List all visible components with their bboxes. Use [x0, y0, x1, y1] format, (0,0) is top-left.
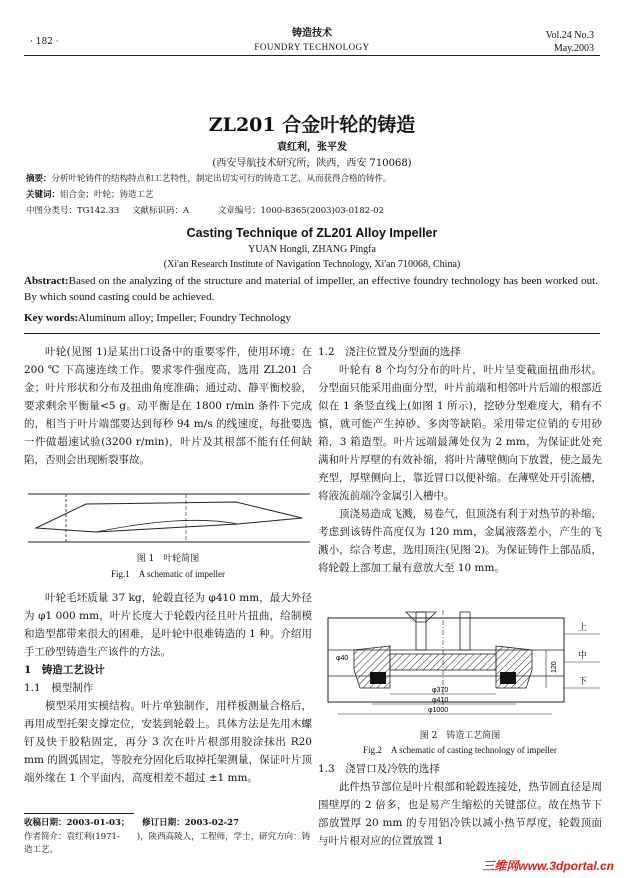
section-1-1-heading: 1.1 模型制作 — [24, 682, 94, 694]
section-1-3-heading: 1.3 浇冒口及冷铁的选择 — [318, 763, 440, 775]
issue-date: May.2003 — [553, 43, 594, 54]
figure-2-caption-en: Fig.2 A schematic of casting technology of impeller — [363, 745, 557, 755]
label-d1000: φ1000 — [428, 707, 449, 714]
keywords-en — [24, 310, 291, 326]
figure-1-caption-cn: 图 1 叶轮简图 — [136, 554, 200, 564]
label-d410: φ410 — [432, 697, 449, 704]
figure-2-caption-cn: 图 2 铸造工艺简图 — [419, 731, 501, 741]
model-paragraph: 模型采用实模结构。叶片单独制作，用样板测量合格后，再用成型托架支撑定位，安装到轮毂上。具体方法是先用木螺钉及快干胶粘固定，再分 3 次在叶片根部用胶涂抹出 R20 mm 的圆弧固定，等胶充分固化后取掉托架测量，保证叶片顶端外缘在 1 个平面内，高度相差不超过 ±1 mm。 — [24, 700, 312, 784]
parting-paragraph: 叶轮有 8 个均匀分布的叶片，叶片呈变截面扭曲形状。分型面只能采用曲面分型，叶片前端和相邻叶片后端的根部近似在 1 条竖直线上(如图 1 所示)，挖砂分型难度大，稍有不慎，就可能产生掉砂、多肉等缺陷。采用带定位销的专用砂箱，3 箱造型。叶片远端最薄处仅为 2 mm，为保证此处充满和叶片厚壁的有效补缩，将叶片薄壁侧向下放置，使之最先充型，厚壁侧向上，靠近冒口以便补缩。在薄壁处开引流槽，将液流前端冷金属引入槽中。 — [318, 364, 602, 502]
figure-2-casting-schematic — [320, 610, 604, 728]
label-h120: 120 — [551, 661, 558, 673]
article-number: 文章编号：1000-8365(2003)03-0182-02 — [218, 206, 384, 216]
paper-title-en: Casting Technique of ZL201 Alloy Impeller — [186, 226, 438, 240]
label-lower: 下 — [578, 677, 588, 687]
keywords-cn — [26, 189, 154, 201]
abstract-cn — [26, 173, 598, 185]
header-rule — [24, 55, 600, 56]
pouring-paragraph: 顶浇易造成飞溅，易卷气，但顶浇有利于对热节的补缩，考虑到该铸件高度仅为 120 mm，金属液落差小，产生的飞溅小，综合考虑，选用顶注(见图 2)。为保证铸件上部品质，将轮毂上部加工量有意放大至 10 mm。 — [318, 508, 602, 574]
section-1-heading: 1 铸造工艺设计 — [24, 664, 105, 676]
abstract-cn-label: 摘要： — [26, 174, 52, 184]
left-column-body — [24, 589, 312, 787]
document-code: 文献标识码：A — [132, 206, 190, 216]
authors-en: YUAN Hongli, ZHANG Pingfa — [248, 244, 376, 255]
section-1-2-heading: 1.2 浇注位置及分型面的选择 — [318, 346, 461, 358]
label-middle: 中 — [578, 651, 588, 661]
paper-title-cn: ZL201 合金叶轮的铸造 — [208, 114, 416, 136]
right-column-bottom — [318, 760, 602, 850]
label-d370: φ370 — [432, 687, 449, 694]
abstract-en-label: Abstract: — [24, 275, 69, 287]
figure-1-caption-en: Fig.1 A schematic of impeller — [111, 569, 225, 579]
left-column-intro — [24, 343, 312, 469]
affiliation-en: (Xi'an Research Institute of Navigation Technology, Xi'an 710068, China) — [163, 259, 461, 270]
intro-paragraph: 叶轮(见图 1)是某出口设备中的重要零件，使用环境：在 200 ℃ 下高速连续工作。要求零件强度高，选用 ZL201 合金；叶片形状和分布及扭曲角度准确；通过动、静平衡校验，要求剩余平衡量<5 g。动平衡是在 1800 r/min 条件下完成的，相当于叶片端部要达到每秒 94 m/s 的线速度，每批要选一件做超速试验(3200 r/min)，叶片及其根部不能有任何缺陷，否则会出现断裂事故。 — [24, 346, 312, 466]
class-number: 中图分类号：TG142.33 — [26, 206, 120, 216]
keywords-cn-text: 铝合金；叶轮；铸造工艺 — [60, 190, 154, 200]
author-info: 作者简介：袁红利(1971- )，陕西高陵人，工程师，学士，研究方向：铸造工艺。 — [24, 832, 311, 855]
blank-paragraph: 叶轮毛坯质量 37 kg，轮毂直径为 φ410 mm，最大外径为 φ1 000 mm，叶片长度大于轮毂内径且叶片扭曲，给制模和造型都带来很大的困难，是叶轮中很难铸造的 1 种。介绍用手工砂型铸造生产该件的方法。 — [24, 592, 312, 658]
abstract-en-text: Based on the analyzing of the structure and material of impeller, an effective foundry technology has been worked out. By which sound casting could be achieved. — [24, 275, 598, 303]
riser-paragraph: 此件热节部位是叶片根部和轮毂连接处，热节圆直径是周围壁厚的 2 倍多，也是易产生缩松的关键部位。故在热节下部放置厚 20 mm 的专用铝冷铁以减小热节厚度，轮毂顶面与叶片根对应的位置放置 1 — [318, 781, 602, 847]
footnote-rule — [24, 813, 134, 814]
watermark: 三维网www.3dportal.cn — [482, 859, 614, 873]
keywords-en-label: Key words: — [24, 312, 79, 324]
journal-name-en: FOUNDRY TECHNOLOGY — [254, 42, 370, 52]
affiliation-cn: (西安导航技术研究所，陕西，西安 710068) — [212, 158, 412, 169]
figure-1-impeller-schematic — [26, 488, 312, 546]
page-number: · 182 · — [30, 37, 59, 47]
abstract-rule — [24, 333, 600, 334]
received-date: 收稿日期：2003-01-03； 修订日期：2003-02-27 — [24, 818, 239, 828]
journal-name-cn: 铸造技术 — [292, 28, 332, 39]
abstract-cn-text: 分析叶轮铸件的结构特点和工艺特性，制定出切实可行的铸造工艺，从而获得合格的铸件。 — [51, 174, 392, 184]
authors-cn: 袁红利，张平发 — [277, 142, 347, 153]
right-column-body — [318, 343, 602, 577]
volume-number: Vol.24 No.3 — [545, 30, 594, 41]
keywords-cn-label: 关键词： — [26, 190, 61, 200]
label-d40: φ40 — [336, 655, 349, 662]
label-upper: 上 — [578, 623, 588, 633]
keywords-en-text: Aluminum alloy; Impeller; Foundry Technology — [78, 312, 291, 324]
abstract-en — [24, 273, 598, 305]
